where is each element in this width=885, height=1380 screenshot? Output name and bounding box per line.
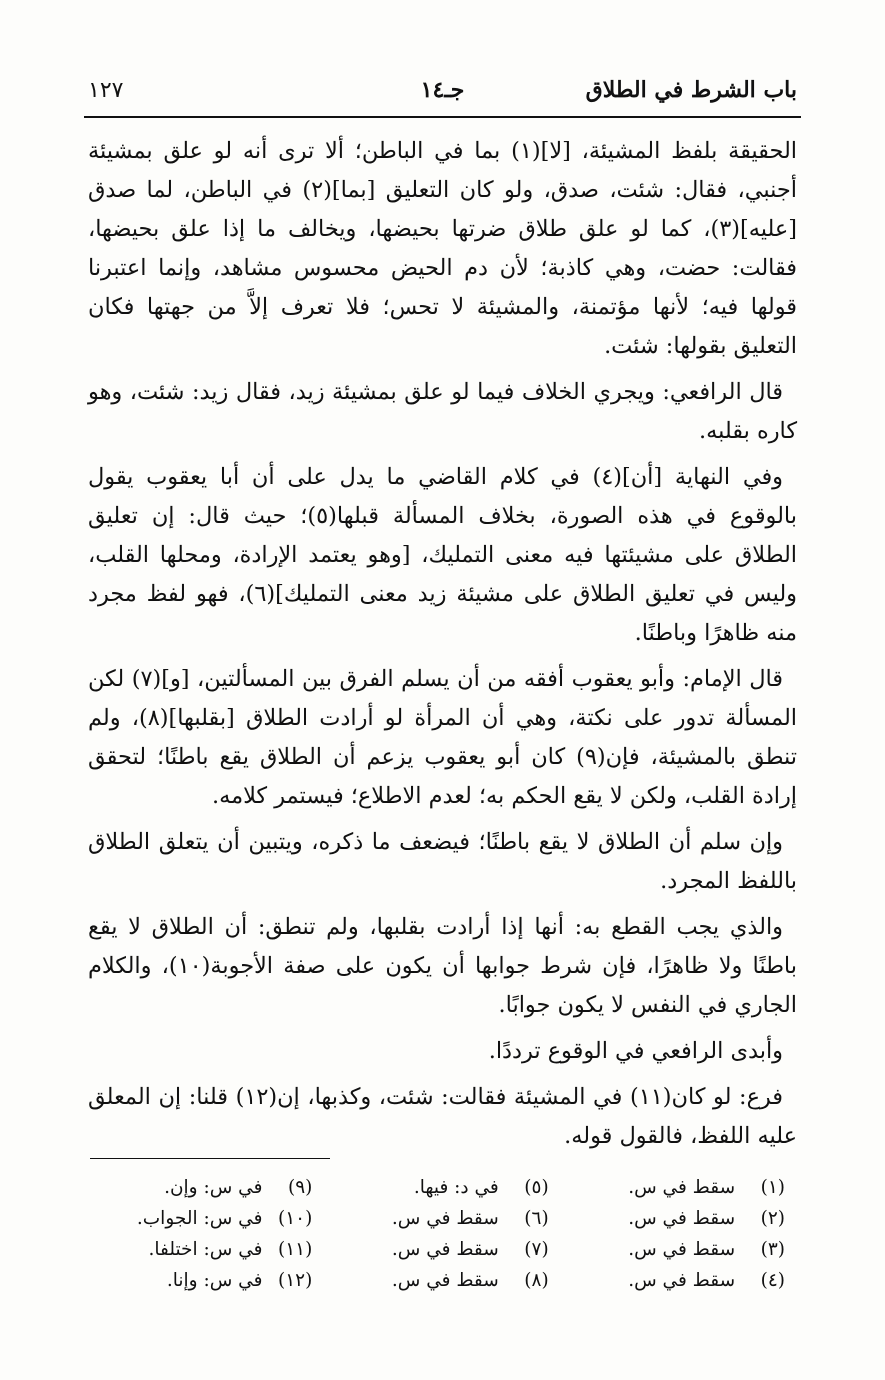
footnote-column [561,1172,797,1296]
footnote: (١) سقط في س. [628,1177,785,1198]
footnote: (٧) سقط في س. [391,1239,549,1260]
footnote: (٥) في د: فيها. [413,1177,549,1198]
page-header [88,72,797,108]
paragraph: وإن سلم أن الطلاق لا يقع باطنًا؛ فيضعف ما ذكره، ويتبين أن يتعلق الطلاق باللفظ المجرد. [88,829,797,894]
page-number: ١٢٧ [88,77,124,103]
paragraph: قال الرافعي: ويجري الخلاف فيما لو علق بمشيئة زيد، فقال زيد: شئت، وهو كاره بقلبه. [88,379,797,444]
footnote: (١١) في س: اختلفا. [148,1239,313,1260]
footnotes [88,1172,797,1296]
paragraph: الحقيقة بلفظ المشيئة، [لا](١) بما في الباطن؛ ألا ترى أنه لو علق بمشيئة أجنبي، فقال: شئت، صدق، ولو كان التعليق [بما](٢) في الباطن، لما صدق [عليه](٣)، كما لو علق طلاق ضرتها بحيضها، ويخالف ما إذا علق بحيضها، فقالت: حضت، وهي كاذبة؛ لأن دم الحيض محسوس مشاهد، وإنما اعتبرنا قولها فيه؛ لأنها مؤتمنة، والمشيئة لا تحس؛ فلا تعرف إلاَّ من جهتها فكان التعليق بقولها: شئت. [88,138,798,359]
footnote: (١٠) في س: الجواب. [136,1208,313,1229]
main-text [88,132,797,1163]
footnote: (١٢) في س: وإنا. [166,1270,313,1291]
footnote: (٦) سقط في س. [391,1208,549,1229]
footnote-divider [90,1158,330,1159]
paragraph: والذي يجب القطع به: أنها إذا أرادت بقلبها، ولم تنطق: أن الطلاق لا يقع باطنًا ولا ظاهرًا، فإن شرط جوابها أن يكون على صفة الأجوبة(١٠)، والكلام الجاري في النفس لا يكون جوابًا. [88,914,797,1018]
footnote: (٩) في س: وإن. [164,1177,313,1198]
footnote: (٢) سقط في س. [628,1208,785,1229]
chapter-title: باب الشرط في الطلاق [585,77,797,103]
paragraph: قال الإمام: وأبو يعقوب أفقه من أن يسلم الفرق بين المسألتين، [و](٧) لكن المسألة تدور على نكتة، وهي أن المرأة لو أرادت الطلاق [بقلبها](٨)، ولم تنطق بالمشيئة، فإن(٩) كان أبو يعقوب يزعم أن الطلاق يقع باطنًا؛ لتحقق إرادة القلب، ولكن لا يقع الحكم به؛ لعدم الاطلاع؛ فيستمر كلامه. [88,666,797,809]
footnote: (٨) سقط في س. [391,1270,549,1291]
footnote-column [88,1172,324,1296]
paragraph: وفي النهاية [أن](٤) في كلام القاضي ما يدل على أن أبا يعقوب يقول بالوقوع في هذه الصورة، بخلاف المسألة قبلها(٥)؛ حيث قال: إن تعليق الطلاق على مشيئتها فيه معنى التمليك، [وهو يعتمد الإرادة، ومحلها القلب، وليس في تعليق الطلاق على مشيئة زيد معنى التمليك](٦)، فهو لفظ مجرد منه ظاهرًا وباطنًا. [88,464,797,646]
paragraph: فرع: لو كان(١١) في المشيئة فقالت: شئت، وكذبها، إن(١٢) قلنا: إن المعلق عليه اللفظ، فالقول قوله. [88,1084,797,1149]
footnote: (٤) سقط في س. [628,1270,785,1291]
paragraph: وأبدى الرافعي في الوقوع ترددًا. [488,1038,783,1064]
book-page [88,0,797,1380]
footnote-column [324,1172,560,1296]
header-divider [84,116,801,118]
volume-number: جـ١٤ [420,77,465,103]
footnote: (٣) سقط في س. [628,1239,785,1260]
